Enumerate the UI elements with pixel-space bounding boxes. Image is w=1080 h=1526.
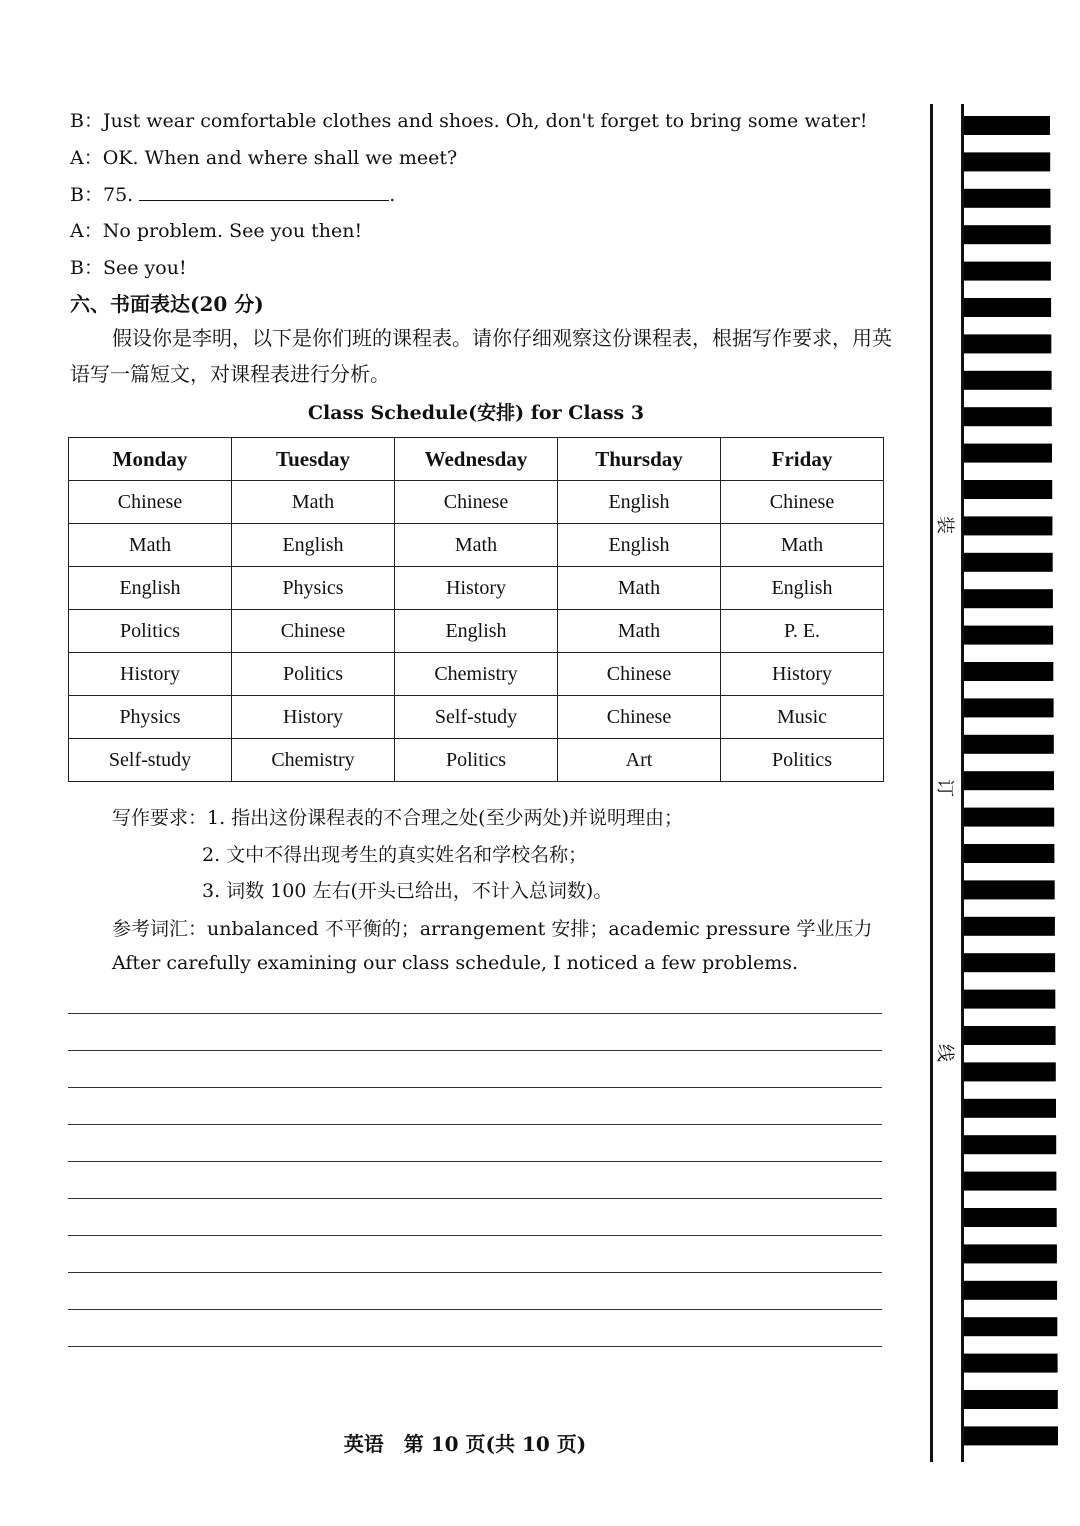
binding-stripe — [964, 1208, 1057, 1227]
dialogue-line-4: A：No problem. See you then! — [70, 220, 363, 242]
table-cell: English — [69, 567, 232, 610]
dialogue-line-1: B：Just wear comfortable clothes and shoes. Oh, don't forget to bring some water! — [70, 110, 868, 132]
answer-line[interactable] — [68, 1013, 882, 1014]
table-cell: Math — [69, 524, 232, 567]
table-cell: English — [558, 524, 721, 567]
requirement-3: 3. 词数 100 左右(开头已给出，不计入总词数)。 — [202, 880, 613, 902]
binding-stripe — [964, 262, 1051, 281]
table-row — [69, 481, 884, 524]
table-row — [69, 610, 884, 653]
binding-stripe — [964, 735, 1054, 754]
dialogue-line-3: B：75. . — [70, 184, 396, 206]
dialogue-line-5: B：See you! — [70, 257, 187, 279]
table-cell: Chinese — [232, 610, 395, 653]
binding-stripes — [964, 104, 1059, 1464]
table-row — [69, 524, 884, 567]
table-cell: Math — [558, 567, 721, 610]
binding-stripe — [964, 1281, 1057, 1300]
table-cell: Politics — [232, 653, 395, 696]
binding-stripe — [964, 1135, 1056, 1154]
binding-stripe — [964, 480, 1052, 499]
table-cell: Chinese — [558, 696, 721, 739]
binding-stripe — [964, 1062, 1056, 1081]
binding-stripe — [964, 371, 1052, 390]
table-cell: English — [232, 524, 395, 567]
schedule-table — [68, 437, 884, 782]
table-row — [69, 739, 884, 782]
answer-line[interactable] — [68, 1087, 882, 1088]
header-monday: Monday — [69, 438, 232, 481]
binding-stripe — [964, 1390, 1058, 1409]
table-cell: Politics — [721, 739, 884, 782]
binding-stripe — [964, 444, 1052, 463]
answer-line[interactable] — [68, 1309, 882, 1310]
table-cell: Chinese — [395, 481, 558, 524]
table-cell: Politics — [395, 739, 558, 782]
answer-line[interactable] — [68, 1272, 882, 1273]
binding-stripe — [964, 1244, 1057, 1263]
binding-stripe — [964, 698, 1054, 717]
binding-stripe — [964, 1026, 1056, 1045]
binding-stripe — [964, 516, 1052, 535]
answer-line[interactable] — [68, 1235, 882, 1236]
binding-stripe — [964, 1426, 1058, 1445]
binding-stripe — [964, 553, 1053, 572]
binding-label-zhuang: 装 — [934, 516, 955, 534]
table-cell: Math — [721, 524, 884, 567]
binding-stripe — [964, 152, 1050, 171]
binding-stripe — [964, 1317, 1057, 1336]
answer-line[interactable] — [68, 1050, 882, 1051]
table-cell: Chemistry — [395, 653, 558, 696]
table-cell: Chinese — [721, 481, 884, 524]
table-cell: History — [721, 653, 884, 696]
binding-stripe — [964, 334, 1051, 353]
binding-stripe — [964, 189, 1050, 208]
table-cell: Math — [395, 524, 558, 567]
binding-stripe — [964, 771, 1054, 790]
binding-stripe — [964, 116, 1050, 135]
binding-stripe — [964, 880, 1055, 899]
table-cell: Physics — [232, 567, 395, 610]
table-cell: P. E. — [721, 610, 884, 653]
table-header-row — [69, 438, 884, 481]
header-wednesday: Wednesday — [395, 438, 558, 481]
table-cell: Self-study — [69, 739, 232, 782]
binding-stripe — [964, 589, 1053, 608]
page-footer: 英语 第 10 页(共 10 页) — [343, 1432, 587, 1456]
binding-stripe — [964, 1099, 1056, 1118]
table-cell: English — [395, 610, 558, 653]
table-row — [69, 653, 884, 696]
binding-stripe — [964, 1172, 1056, 1191]
header-friday: Friday — [721, 438, 884, 481]
header-tuesday: Tuesday — [232, 438, 395, 481]
table-cell: Music — [721, 696, 884, 739]
table-cell: Politics — [69, 610, 232, 653]
binding-stripe — [964, 917, 1055, 936]
table-cell: Physics — [69, 696, 232, 739]
binding-label-ding: 订 — [934, 779, 955, 797]
binding-stripe — [964, 1354, 1058, 1373]
table-cell: Art — [558, 739, 721, 782]
table-cell: History — [232, 696, 395, 739]
requirement-2: 2. 文中不得出现考生的真实姓名和学校名称； — [202, 844, 588, 866]
schedule-title: Class Schedule(安排) for Class 3 — [307, 402, 645, 424]
binding-stripe — [964, 225, 1051, 244]
binding-stripe — [964, 953, 1055, 972]
binding-stripe — [964, 298, 1051, 317]
table-cell: History — [395, 567, 558, 610]
requirement-1: 写作要求：1. 指出这份课程表的不合理之处(至少两处)并说明理由； — [112, 807, 684, 829]
answer-line[interactable] — [68, 1198, 882, 1199]
vocabulary-hint: 参考词汇：unbalanced 不平衡的；arrangement 安排；academic pressure 学业压力 — [112, 918, 873, 940]
binding-stripe — [964, 808, 1054, 827]
dialogue-line-2: A：OK. When and where shall we meet? — [70, 147, 458, 169]
table-cell: Math — [232, 481, 395, 524]
table-cell: Chinese — [69, 481, 232, 524]
table-cell: Math — [558, 610, 721, 653]
table-cell: English — [721, 567, 884, 610]
binding-stripe — [964, 662, 1053, 681]
table-row — [69, 696, 884, 739]
binding-stripe — [964, 407, 1052, 426]
stripe-group — [964, 116, 1058, 1445]
section-title: 六、书面表达(20 分) — [70, 292, 264, 316]
binding-stripe — [964, 844, 1054, 863]
table-row — [69, 567, 884, 610]
table-cell: Self-study — [395, 696, 558, 739]
table-cell: Chinese — [558, 653, 721, 696]
answer-line[interactable] — [68, 1124, 882, 1125]
binding-stripe — [964, 626, 1053, 645]
answer-line[interactable] — [68, 1346, 882, 1347]
binding-label-xian: 线 — [934, 1044, 955, 1062]
table-cell: History — [69, 653, 232, 696]
header-thursday: Thursday — [558, 438, 721, 481]
opening-sentence: After carefully examining our class schedule, I noticed a few problems. — [112, 952, 799, 974]
section-intro: 假设你是李明，以下是你们班的课程表。请你仔细观察这份课程表，根据写作要求，用英语写一篇短文，对课程表进行分析。 — [70, 326, 892, 386]
table-cell: Chemistry — [232, 739, 395, 782]
answer-blank-75[interactable] — [139, 182, 389, 201]
binding-stripe — [964, 990, 1055, 1009]
table-cell: English — [558, 481, 721, 524]
answer-line[interactable] — [68, 1161, 882, 1162]
